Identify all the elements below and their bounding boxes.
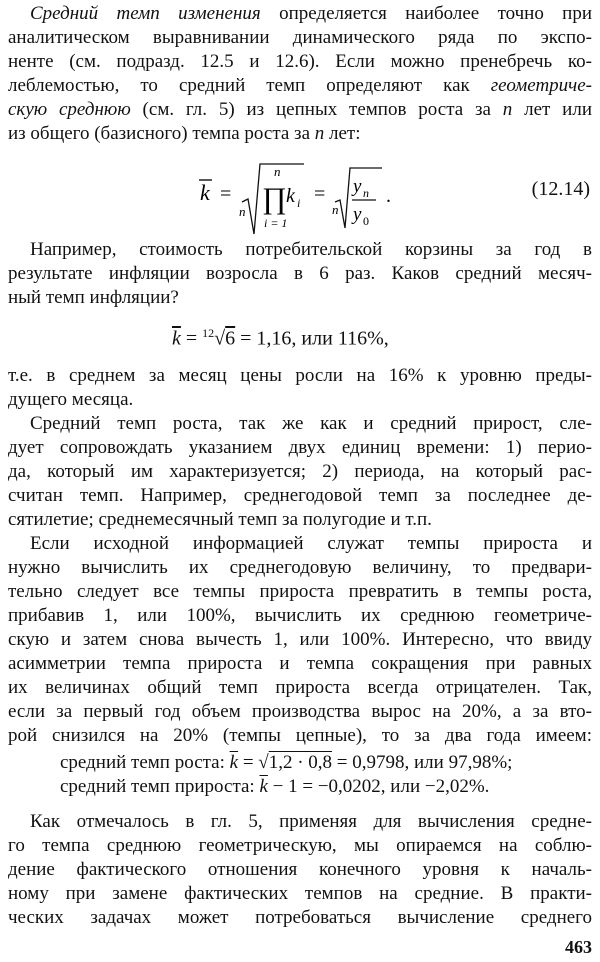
- text-run: лет или: [512, 99, 592, 120]
- paragraph-3-line-2: дущего месяца.: [8, 389, 134, 410]
- page-number: 463: [565, 937, 592, 957]
- formula-period: .: [386, 185, 391, 207]
- paragraph-1-line-5: [8, 98, 592, 122]
- formula-k: $\overline{k}$: [172, 327, 181, 350]
- paragraph-2-line-1: Например, стоимость потребительской корзины за год в: [30, 239, 592, 260]
- paragraph-2-line-2: результате инфляции возросла в 6 раз. Каков средний месяч-: [8, 263, 592, 284]
- formula-growth-rate: [60, 752, 512, 774]
- paragraph-5-line-6: асимметрии темпа прироста и темпа сокращения при равных: [8, 653, 592, 674]
- formula-equals: =: [314, 183, 326, 205]
- paragraph-6-line-5: ческих задачах может потребоваться вычисление среднего: [8, 907, 592, 928]
- formula-monthly-inflation: [172, 326, 389, 351]
- paragraph-5-line-1: Если исходной информацией служат темпы прироста и: [30, 533, 592, 554]
- formula-result: − 1 = −0,0202, или −2,02%.: [267, 776, 490, 797]
- product-lower: i = 1: [264, 216, 288, 230]
- paragraph-5-line-7: их величинах общий темп прироста всегда отрицателен. Так,: [8, 677, 592, 698]
- formula-equals: =: [238, 752, 259, 773]
- formula-increment-rate: [60, 776, 489, 798]
- formula-result: = 1,16, или 116%,: [235, 327, 389, 350]
- formula-12-14: [190, 156, 430, 240]
- product-sign: ∏: [262, 182, 287, 215]
- paragraph-6-line-2: го темпа среднюю геометрическую, мы опираемся на соблю-: [8, 835, 592, 856]
- paragraph-6-line-3: дение фактического отношения конечного уровня к началь-: [8, 859, 592, 880]
- formula-k: $\overline{k}$: [259, 776, 268, 797]
- paragraph-4-line-3: да, который им характеризуется; 2) периода, на который рас-: [8, 461, 592, 482]
- paragraph-1-line-6: [8, 122, 592, 146]
- radicand: 1,2 · 0,8: [268, 752, 333, 773]
- text-run: определяется наиболее точно при: [260, 3, 593, 24]
- paragraph-1-line-2: аналитическом выравнивании динамического ряда по экспо-: [8, 27, 592, 48]
- root-index: n: [239, 204, 246, 219]
- product-upper: n: [274, 164, 281, 179]
- formula-equals: =: [180, 327, 203, 350]
- y-0: y: [353, 204, 362, 225]
- term-average-rate: Средний темп изменения: [30, 3, 261, 24]
- formula-equals: =: [220, 183, 232, 205]
- paragraph-5-line-3: тельно следует все темпы прироста превратить в темпы роста,: [8, 581, 592, 602]
- subscript-i: i: [297, 196, 301, 210]
- radicand: 6: [225, 327, 236, 350]
- text-run: из общего (базисного) темпа роста за: [8, 123, 315, 144]
- paragraph-5-line-9: рой снизился на 20% (темпы цепные), то за два года имеем:: [8, 725, 592, 746]
- paragraph-3-line-1: т.е. в среднем за месяц цены росли на 16% к уровню преды-: [8, 365, 592, 386]
- radical-sign: √: [258, 752, 269, 773]
- paragraph-2-line-3: ный темп инфляции?: [8, 287, 179, 308]
- paragraph-1-line-3: ненте (см. подразд. 12.5 и 12.6). Если можно пренебречь ко-: [8, 51, 592, 72]
- formula-label-increment: средний темп прироста:: [60, 776, 260, 797]
- formula-k: k: [200, 180, 210, 205]
- var-n: n: [502, 99, 513, 120]
- term-geometric: геометриче-: [490, 75, 592, 96]
- equation-number: (12.14): [531, 178, 590, 200]
- text-run: лет:: [324, 123, 361, 144]
- text-run: (см. гл. 5) из цепных темпов роста за: [130, 99, 503, 120]
- paragraph-4-line-4: считан темп. Например, среднегодовой темп за последнее де-: [8, 485, 592, 506]
- text-run: леблемостью, то средний темп определяют как: [8, 75, 491, 96]
- radical-sign: √: [214, 327, 226, 350]
- formula-k: $\overline{k}$: [229, 752, 239, 773]
- paragraph-1-line-4: [8, 74, 592, 98]
- term-geometric-mean: скую среднюю: [8, 99, 131, 120]
- formula-k-i: k: [286, 185, 295, 207]
- paragraph-6-line-4: ному при замене фактических темпов на средние. В практи-: [8, 883, 592, 904]
- paragraph-5-line-5: скую и затем снова вычесть 1, или 100%. Интересно, что ввиду: [8, 629, 592, 650]
- formula-label-growth: средний темп роста:: [60, 752, 230, 773]
- root-index: 12: [202, 326, 215, 340]
- paragraph-4-line-1: Средний темп роста, так же как и средний прирост, сле-: [30, 413, 592, 434]
- var-n: n: [314, 123, 325, 144]
- paragraph-5-line-2: нужно вычислить их среднегодовую величину, то предвари-: [8, 557, 592, 578]
- paragraph-5-line-8: если за первый год объем производства вырос на 20%, а за вто-: [8, 701, 592, 722]
- root-index: n: [332, 202, 339, 217]
- y-n: y: [353, 176, 362, 197]
- formula-result: = 0,9798, или 97,98%;: [332, 752, 513, 773]
- paragraph-5-line-4: прибавив 1, или 100%, вычислить их среднюю геометриче-: [8, 605, 592, 626]
- paragraph-6-line-1: Как отмечалось в гл. 5, применяя для вычисления средне-: [30, 811, 592, 832]
- subscript-n: n: [363, 186, 369, 200]
- paragraph-1-line-1: [30, 2, 592, 26]
- subscript-0: 0: [363, 214, 369, 228]
- paragraph-4-line-5: сятилетие; среднемесячный темп за полугодие и т.п.: [8, 509, 432, 530]
- paragraph-4-line-2: дует сопровождать указанием двух единиц времени: 1) перио-: [8, 437, 592, 458]
